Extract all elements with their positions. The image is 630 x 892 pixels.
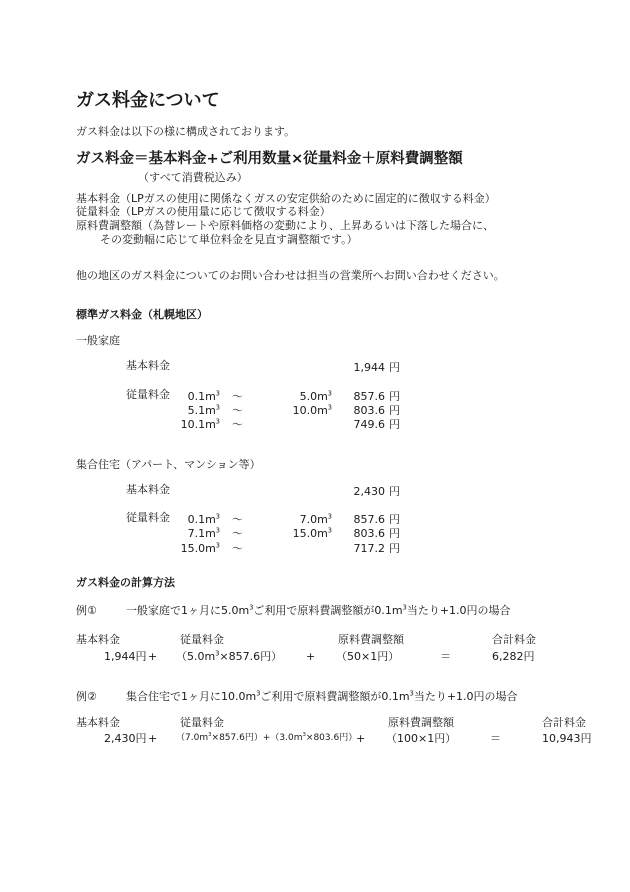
- general-row-3-price: 749.6: [353, 418, 385, 431]
- general-row-2-from: $5.1m^3$: [187, 403, 220, 417]
- example2-base: 2,430円: [104, 732, 147, 745]
- example2-total: 10,943円: [542, 732, 592, 745]
- yen-unit: 円: [389, 390, 400, 403]
- general-row-2-to: $10.0m^3$: [292, 403, 332, 417]
- example2-unit: （$7.0m^3\times 857.6$円）$+(3.0m^3\times 803.6$円）: [176, 732, 358, 743]
- apartment-heading: 集合住宅（アパート、マンション等）: [76, 458, 261, 471]
- plus-sign: +: [148, 732, 158, 745]
- equals-sign: ＝: [490, 732, 501, 745]
- intro-text: ガス料金は以下の様に構成されております。: [76, 125, 296, 138]
- page-title: ガス料金について: [76, 90, 220, 111]
- apartment-row-2-to: $15.0m^3$: [292, 526, 332, 540]
- price-formula: ガス料金＝基本料金+ご利用数量×従量料金＋原料費調整額: [76, 151, 463, 167]
- yen-unit: 円: [389, 404, 400, 417]
- range-tilde: ～: [232, 390, 243, 403]
- general-row-2-price: 803.6: [353, 404, 385, 417]
- example2-h-adj: 原料費調整額: [388, 716, 454, 729]
- equals-sign: ＝: [440, 650, 451, 663]
- apartment-row-1-to: $7.0m^3$: [299, 512, 332, 526]
- standard-heading: 標準ガス料金（札幌地区）: [76, 308, 208, 321]
- example2-h-base: 基本料金: [76, 716, 120, 729]
- general-base-label: 基本料金: [126, 359, 170, 372]
- contact-note: 他の地区のガス料金についてのお問い合わせは担当の営業所へお問い合わせください。: [76, 269, 505, 282]
- definition-unit: 従量料金（LPガスの使用量に応じて徴収する料金）: [76, 205, 331, 218]
- definition-adjustment: 原料費調整額（為替レートや原料価格の変動により、上昇あるいは下落した場合に、: [76, 219, 494, 232]
- apartment-row-3-from: $15.0m^3$: [180, 541, 220, 555]
- definition-adjustment-cont: その変動幅に応じて単位料金を見直す調整額です。）: [100, 233, 358, 246]
- example1-adj: （50×1円）: [336, 650, 400, 663]
- general-row-1-to: $5.0m^3$: [299, 389, 332, 403]
- example1-description: 一般家庭で1ヶ月に$5.0m^3$ご利用で原料費調整額が$0.1m^3$当たり+1.0円の場合: [126, 603, 511, 617]
- example1-unit: （$5.0m^3\times 857.6$円）: [176, 649, 283, 663]
- apartment-row-1-from: $0.1m^3$: [187, 512, 220, 526]
- yen-unit: 円: [389, 418, 400, 431]
- example1-h-total: 合計料金: [492, 633, 536, 646]
- apartment-base-label: 基本料金: [126, 483, 170, 496]
- yen-unit: 円: [389, 527, 400, 540]
- plus-sign: +: [148, 650, 158, 663]
- range-tilde: ～: [232, 404, 243, 417]
- general-base-value: 1,944: [353, 361, 385, 374]
- range-tilde: ～: [232, 513, 243, 526]
- range-tilde: ～: [232, 542, 243, 555]
- apartment-unit-label: 従量料金: [126, 511, 170, 524]
- general-row-3-from: $10.1m^3$: [180, 417, 220, 431]
- range-tilde: ～: [232, 527, 243, 540]
- example1-label: 例①: [76, 604, 97, 617]
- example1-total: 6,282円: [492, 650, 535, 663]
- definition-base: 基本料金（LPガスの使用に関係なくガスの安定供給のために固定的に徴収する料金）: [76, 192, 496, 205]
- example2-adj: （100×1円）: [386, 732, 457, 745]
- plus-sign: +: [356, 732, 366, 745]
- yen-unit: 円: [389, 513, 400, 526]
- apartment-base-value: 2,430: [353, 485, 385, 498]
- general-row-1-price: 857.6: [353, 390, 385, 403]
- example1-h-adj: 原料費調整額: [338, 633, 404, 646]
- example1-h-unit: 従量料金: [180, 633, 224, 646]
- general-heading: 一般家庭: [76, 334, 120, 347]
- range-tilde: ～: [232, 418, 243, 431]
- general-row-1-from: $0.1m^3$: [187, 389, 220, 403]
- example2-description: 集合住宅で1ヶ月に$10.0m^3$ご利用で原料費調整額が$0.1m^3$当たり+1.0円の場合: [126, 689, 518, 703]
- general-unit-label: 従量料金: [126, 388, 170, 401]
- apartment-row-2-from: $7.1m^3$: [187, 526, 220, 540]
- yen-unit: 円: [389, 361, 400, 374]
- yen-unit: 円: [389, 542, 400, 555]
- calc-heading: ガス料金の計算方法: [76, 576, 175, 589]
- example2-h-unit: 従量料金: [180, 716, 224, 729]
- example2-label: 例②: [76, 690, 97, 703]
- example1-base: 1,944円: [104, 650, 147, 663]
- apartment-row-2-price: 803.6: [353, 527, 385, 540]
- tax-note: （すべて消費税込み）: [138, 171, 248, 184]
- plus-sign: +: [306, 650, 316, 663]
- yen-unit: 円: [389, 485, 400, 498]
- example1-h-base: 基本料金: [76, 633, 120, 646]
- apartment-row-3-price: 717.2: [353, 542, 385, 555]
- example2-h-total: 合計料金: [542, 716, 586, 729]
- apartment-row-1-price: 857.6: [353, 513, 385, 526]
